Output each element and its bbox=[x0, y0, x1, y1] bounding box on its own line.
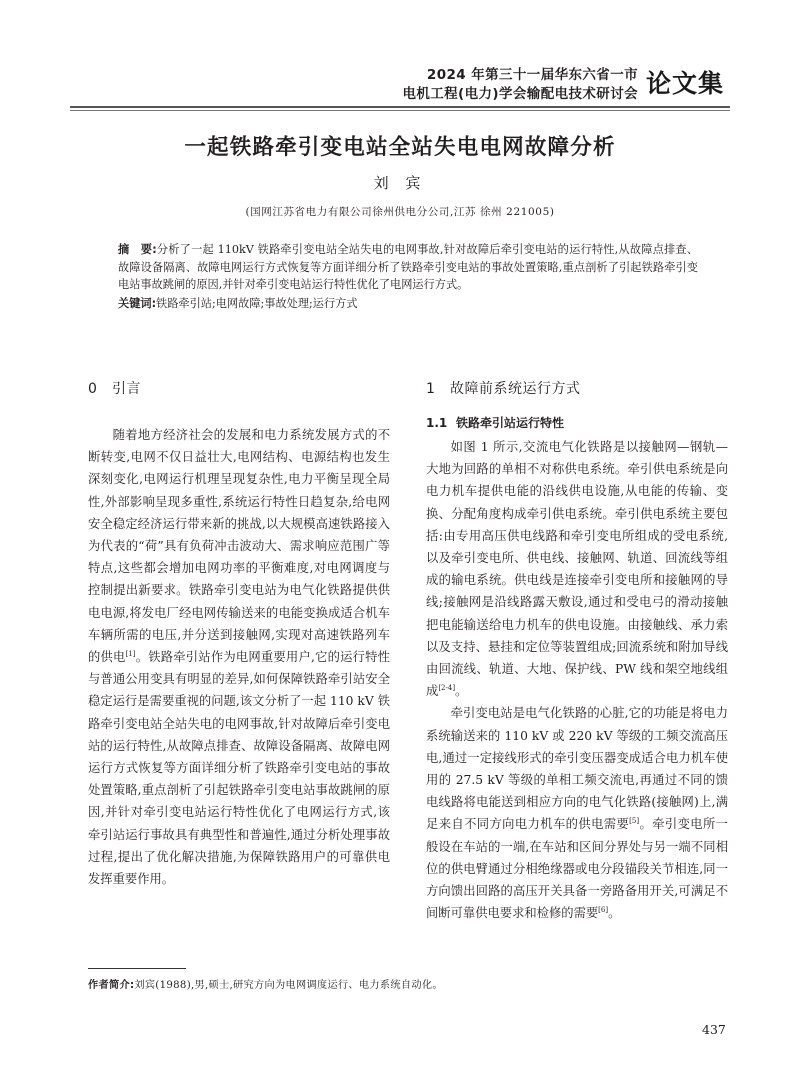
header-rule bbox=[70, 106, 730, 108]
right-column bbox=[426, 378, 728, 924]
keywords-text: 铁路牵引站;电网故障;事故处理;运行方式 bbox=[156, 296, 358, 310]
abstract-text: 分析了一起 110kV 铁路牵引变电站全站失电的电网事故,针对故障后牵引变电站的运行特性,从故障点排查、故障设备隔离、故障电网运行方式恢复等方面详细分析了铁路牵引变电站的事故处置策略,重点剖析了引起铁路牵引变电站事故跳闸的原因,并针对牵引变电站运行特性优化了电网运行方式。 bbox=[118, 243, 698, 292]
intro-text-2: 。铁路牵引站作为电网重要用户,它的运行特性与普通公用变具有明显的差异,如何保障铁路牵引站安全稳定运行是需要重视的问题,该文分析了一起 110 kV 铁路牵引变电站全站失电的电网事故,针对故障后牵引变电站的运行特性,从故障点排查、故障设备隔离、故障电网运行方式恢复等方面详细分析了铁路牵引变电站的事故处置策略,重点剖析了引起铁路牵引变电站事故跳闸的原因,并针对牵引变电站运行特性优化了电网运行方式,该牵引站运行事故具有典型性和普遍性,通过分析处理事故过程,提出了优化解决措施,为保障铁路用户的可靠供电发挥重要作用。 bbox=[88, 650, 390, 887]
author-affiliation: (国网江苏省电力有限公司徐州供电分公司,江苏 徐州 221005) bbox=[245, 206, 555, 218]
intro-paragraph bbox=[88, 424, 390, 890]
conference-header bbox=[402, 66, 638, 104]
citation-ref: [2-4] bbox=[438, 684, 456, 693]
author-footnote bbox=[88, 976, 443, 991]
para2-text: 牵引变电站是电气化铁路的心脏,它的功能是将电力系统输送来的 110 kV 或 220 kV 等级的工频交流高压电,通过一定接线形式的牵引变压器变成适合电力机车使用的 27.5 kV 等级的单相工频交流电,再通过不同的馈电线路将电能送到相应方向的电气化铁路(接触网)上,满足来自不同方向电力机车的供电需要 bbox=[426, 706, 728, 832]
citation-ref: [6] bbox=[598, 906, 609, 915]
intro-text-1: 随着地方经济社会的发展和电力系统发展方式的不断转变,电网不仅日益壮大,电网结构、电源结构也发生深刻变化,电网运行机理呈现复杂性,电力平衡呈现全局性,外部影响呈现多重性,系统运行特性日趋复杂,给电网安全稳定经济运行带来新的挑战,以大规模高速铁路接入为代表的“荷”具有负荷冲击波动大、需求响应范围广等特点,这些都会增加电网功率的平衡难度,对电网调度与控制提出新要求。铁路牵引变电站为电气化铁路提供供电电源,将发电厂经电网传输送来的电能变换成适合机车车辆所需的电压,并分送到接触网,实现对高速铁路列车的供电 bbox=[88, 428, 390, 665]
section-number: 1 bbox=[426, 381, 436, 397]
subsection-title: 铁路牵引站运行特性 bbox=[456, 416, 565, 430]
section-number: 0 bbox=[88, 381, 98, 397]
para1-end: 。 bbox=[455, 684, 468, 699]
body-paragraph-2 bbox=[426, 702, 728, 924]
author-name: 刘 宾 bbox=[373, 174, 427, 192]
subsection-heading bbox=[426, 412, 728, 434]
section-title: 引言 bbox=[112, 381, 141, 397]
section-title: 故障前系统运行方式 bbox=[450, 381, 581, 397]
abstract-label: 摘 要: bbox=[118, 243, 157, 256]
para2-end: 。 bbox=[608, 906, 621, 921]
para2-text-b: 。牵引变电所一般设在车站的一端,在车站和区间分界处与另一端不同相位的供电臂通过分相绝缘器或电分段锚段关节相连,同一方向馈出回路的高压开关具备一旁路备用开关,可满足不间断可靠供电要求和检修的需要 bbox=[426, 817, 728, 921]
conference-line-1: 2024 年第三十一届华东六省一市 bbox=[426, 67, 638, 83]
abstract-paragraph bbox=[118, 241, 698, 294]
conference-line-2: 电机工程(电力)学会输配电技术研讨会 bbox=[402, 86, 638, 102]
citation-ref: [1] bbox=[125, 649, 136, 658]
footnote-text: 刘宾(1988),男,硕士,研究方向为电网调度运行、电力系统自动化。 bbox=[134, 980, 443, 991]
page-number: 437 bbox=[702, 1022, 726, 1037]
header-rule-thin bbox=[70, 110, 730, 111]
abstract-block bbox=[118, 241, 698, 312]
footnote-rule bbox=[88, 968, 186, 969]
subsection-number: 1.1 bbox=[426, 416, 448, 430]
proceedings-badge: 论文集 bbox=[646, 69, 725, 98]
keywords-label: 关键词: bbox=[118, 296, 157, 310]
section-heading-system-mode bbox=[426, 378, 728, 400]
footnote-label: 作者简介: bbox=[88, 980, 135, 991]
para1-text: 如图 1 所示,交流电气化铁路是以接触网—钢轨—大地为回路的单相不对称供电系统。牵引供电系统是向电力机车提供电能的沿线供电设施,从电能的传输、变换、分配角度构成牵引供电系统。牵引供电系统主要包括:由专用高压供电线路和牵引变电所组成的受电系统,以及牵引变电所、供电线、接触网、轨道、回流线等组成的输电系统。供电线是连接牵引变电所和接触网的导线;接触网是沿线路露天敷设,通过和受电弓的滑动接触把电能输送给电力机车的供电设施。由接触线、承力索以及支持、悬挂和定位等装置组成;回流系统和附加导线由回流线、轨道、大地、保护线、PW 线和架空地线组成 bbox=[426, 440, 728, 699]
keywords-paragraph bbox=[118, 295, 698, 313]
left-column bbox=[88, 378, 390, 890]
paper-title: 一起铁路牵引变电站全站失电电网故障分析 bbox=[184, 135, 616, 160]
citation-ref: [5] bbox=[629, 817, 640, 826]
section-heading-introduction bbox=[88, 378, 390, 400]
body-paragraph-1 bbox=[426, 436, 728, 702]
